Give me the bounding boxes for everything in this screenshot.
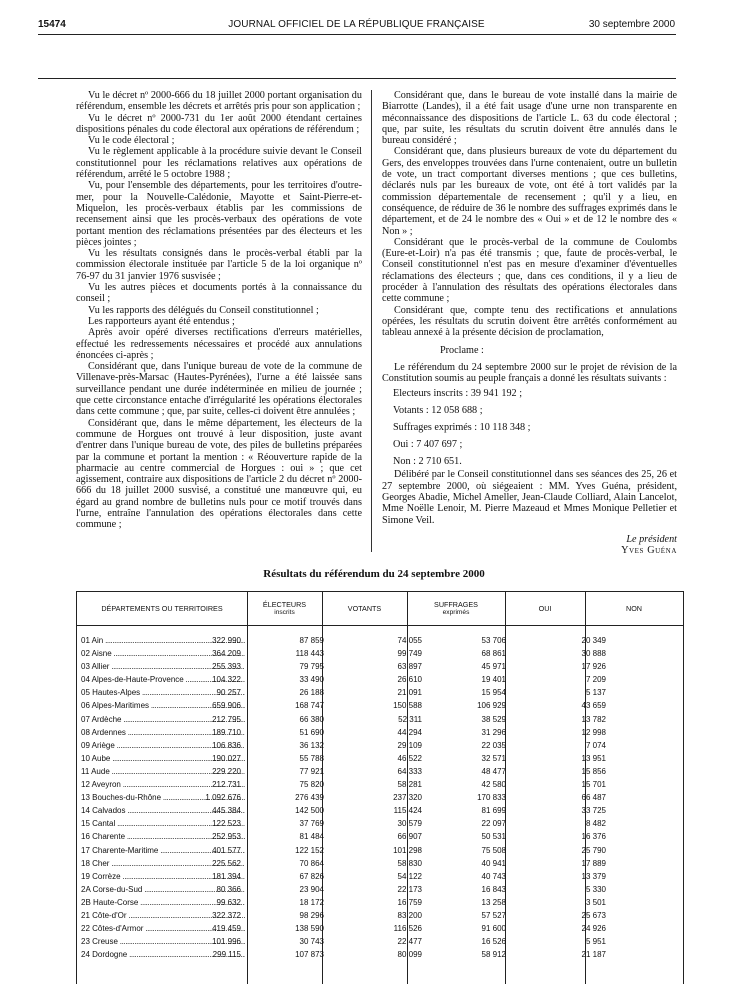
cell-oui: 19 401	[481, 675, 506, 685]
table-row	[77, 948, 683, 961]
cell-suffrages: 54 122	[397, 871, 422, 881]
cell-non: 25 673	[581, 910, 606, 920]
cell-electeurs: 252 953	[212, 832, 241, 842]
paragraph: Considérant que, dans le bureau de vote installé dans la mairie de Biarrotte (Landes), il a été fait usage d'une urne non transparente en méconnaissance des dispositions de l'article L. 63 du code électoral ; que, par suite, les résultats du scrutin doivent être annulés dans le bureau considéré ;	[382, 90, 677, 147]
cell-votants: 36 132	[299, 740, 324, 750]
cell-oui: 38 529	[481, 714, 506, 724]
cell-non: 15 701	[581, 780, 606, 790]
table-body	[77, 634, 683, 961]
paragraph: Considérant que, dans plusieurs bureaux de vote du département du Gers, des enveloppes trouvées dans l'urne contenaient, outre un bulletin de vote, un tract comportant diverses mentions ; que ces bulletins, déclarés nuls par les bureaux de vote, ont été à tort validés par la commission départementale de recensement ; qu'il y a lieu, en conséquence, de réduire de 36 le nombre des suffrages exprimés dans le département, et de 24 le nombre des « Oui » et de 12 le nombre des « Non » ;	[382, 146, 677, 237]
cell-electeurs: 181 394	[212, 871, 241, 881]
cell-oui: 40 743	[481, 871, 506, 881]
cell-non: 20 349	[581, 636, 606, 645]
issue-date: 30 septembre 2000	[588, 19, 675, 30]
cell-votants: 276 439	[295, 793, 324, 803]
paragraph: Après avoir opéré diverses rectifications d'erreurs matérielles, effectué les redressements nécessaires et procédé aux annulations énoncées ci-après ;	[76, 327, 362, 361]
cell-departement: 14 Calvados .....	[81, 804, 245, 817]
table-row	[77, 791, 683, 804]
table-row	[77, 686, 683, 699]
cell-electeurs: 80 366	[216, 884, 241, 894]
cell-votants: 75 820	[299, 780, 324, 790]
results-table	[76, 591, 684, 984]
cell-votants: 18 172	[299, 897, 324, 907]
cell-votants: 23 904	[299, 884, 324, 894]
cell-non: 15 856	[581, 766, 606, 776]
table-row	[77, 804, 683, 817]
signature-title: Le président	[626, 533, 677, 545]
page-number: 15474	[38, 19, 66, 30]
cell-electeurs: 101 996	[212, 937, 241, 947]
cell-suffrages: 64 333	[397, 766, 422, 776]
header-label: DÉPARTEMENTS OU TERRITOIRES	[101, 603, 223, 613]
paragraph: Vu le code électoral ;	[88, 135, 175, 147]
cell-departement: 04 Alpes-de-Haute-Provence .....	[81, 673, 245, 686]
cell-departement: 05 Hautes-Alpes .....	[81, 686, 245, 699]
result-votants: Votants : 12 058 688 ;	[393, 405, 483, 417]
cell-votants: 26 188	[299, 688, 324, 698]
table-row	[77, 699, 683, 712]
cell-departement: 13 Bouches-du-Rhône .....	[81, 791, 245, 804]
cell-non: 8 482	[585, 819, 606, 829]
paragraph: Considérant que le procès-verbal de la commune de Coulombs (Eure-et-Loir) n'a pas été transmis ; que, faute de procès-verbal, le Conseil constitutionnel n'est pas en mesure d'examiner d'éventuelles réclamations des électeurs ; que, dans ces conditions, il y a lieu de procéder à l'annulation des résultats des opérations électorales dans cette commune ;	[382, 236, 677, 305]
cell-departement: 2B Haute-Corse .....	[81, 896, 245, 909]
cell-suffrages: 29 109	[397, 740, 422, 750]
col-header-departements	[77, 592, 247, 625]
cell-oui: 45 971	[481, 662, 506, 672]
cell-departement: 01 Ain .....	[81, 634, 245, 647]
cell-non: 24 926	[581, 924, 606, 934]
cell-non: 5 951	[585, 937, 606, 947]
cell-suffrages: 52 311	[398, 714, 422, 724]
paragraph: Considérant que, dans le même département, les électeurs de la commune de Horgues ont trouvé à leur disposition, juste avant d'entrer dans l'unique bureau de vote, des piles de bulletins préparées par la commune et portant la mention : « Réouverture rapide de la pharmacie au centre commercial de Horgues : oui » ; que cet agissement, contraire aux dispositions de l'article 2 du décret nº 2000-666 du 18 juillet 2000 susvisé, a constitué une manœuvre qui, eu égard au grand nombre de bulletins nuls pour ce motif trouvés dans l'urne, entraîne l'annulation des opérations électorales dans cette commune ;	[76, 417, 362, 531]
col-header-non	[585, 592, 683, 625]
cell-votants: 138 590	[295, 924, 324, 934]
cell-non: 33 725	[581, 806, 606, 816]
cell-oui: 22 097	[481, 819, 506, 829]
left-column	[76, 90, 362, 531]
cell-electeurs: 212 795	[212, 714, 241, 724]
cell-non: 17 926	[581, 662, 606, 672]
cell-suffrages: 21 091	[397, 688, 422, 698]
cell-departement: 10 Aube .....	[81, 752, 245, 765]
table-title: Résultats du référendum du 24 septembre 2000	[263, 568, 485, 580]
cell-electeurs: 189 710	[212, 727, 241, 737]
cell-departement: 2A Corse-du-Sud .....	[81, 883, 245, 896]
table-row	[77, 660, 683, 673]
table-row	[77, 778, 683, 791]
cell-suffrages: 58 830	[397, 858, 422, 868]
header-label: VOTANTS	[347, 603, 382, 613]
cell-electeurs: 122 523	[212, 819, 241, 829]
cell-electeurs: 104 322	[212, 675, 241, 685]
cell-electeurs: 212 731	[212, 780, 241, 790]
table-row	[77, 844, 683, 857]
cell-votants: 142 500	[295, 806, 324, 816]
cell-oui: 81 699	[481, 806, 506, 816]
cell-electeurs: 659 906	[212, 701, 241, 711]
cell-votants: 77 921	[299, 766, 324, 776]
cell-non: 7 209	[585, 675, 606, 685]
cell-oui: 32 571	[481, 753, 506, 763]
cell-electeurs: 255 393	[212, 662, 241, 672]
cell-oui: 15 954	[481, 688, 506, 698]
paragraph: Vu le décret nº 2000-731 du 1er août 2000 étendant certaines dispositions pénales du code électoral aux opérations de référendum ;	[76, 112, 362, 135]
cell-oui: 16 843	[481, 884, 506, 894]
cell-votants: 107 873	[295, 950, 324, 960]
table-row	[77, 673, 683, 686]
cell-departement: 08 Ardennes .....	[81, 726, 245, 739]
cell-votants: 118 443	[295, 649, 324, 659]
cell-electeurs: 1 092 676	[205, 793, 241, 803]
col-header-electeurs	[247, 592, 322, 625]
cell-votants: 98 296	[299, 910, 324, 920]
table-row	[77, 922, 683, 935]
cell-votants: 168 747	[295, 701, 324, 711]
deliberation: Délibéré par le Conseil constitutionnel dans ses séances des 25, 26 et 27 septembre 2000, où siégeaient : MM. Yves Guéna, président, Georges Abadie, Michel Ameller, Jean-Claude Colliard, Alain Lancelot, Mme Noëlle Lenoir, M. Pierre Mazeaud et Mmes Monique Pelletier et Simone Veil.	[382, 469, 677, 526]
paragraph: Considérant que, compte tenu des rectifications et annulations opérées, les résultats du scrutin doivent être arrêtés conformément au tableau annexé à la présente décision de proclamation,	[382, 304, 677, 339]
cell-votants: 33 490	[299, 675, 324, 685]
cell-oui: 22 035	[481, 740, 506, 750]
header-label: SUFFRAGES	[434, 599, 478, 609]
cell-oui: 75 508	[481, 845, 506, 855]
cell-electeurs: 106 836	[212, 740, 241, 750]
header-label: OUI	[538, 603, 552, 613]
cell-non: 13 782	[581, 714, 606, 724]
cell-oui: 58 912	[481, 950, 506, 960]
col-header-votants	[322, 592, 407, 625]
cell-departement: 22 Côtes-d'Armor .....	[81, 922, 245, 935]
cell-departement: 02 Aisne .....	[81, 647, 245, 660]
cell-votants: 55 788	[299, 753, 324, 763]
cell-electeurs: 225 562	[212, 858, 241, 868]
cell-oui: 106 929	[477, 701, 506, 711]
table-row	[77, 909, 683, 922]
cell-non: 43 659	[581, 701, 606, 711]
header-label: NON	[626, 603, 642, 613]
cell-electeurs: 322 990	[212, 636, 241, 645]
section-rule	[38, 78, 676, 79]
header-rule	[38, 34, 676, 35]
paragraph: Vu les autres pièces et documents portés à la connaissance du conseil ;	[76, 282, 362, 305]
cell-suffrages: 99 749	[397, 649, 422, 659]
header-divider	[77, 625, 683, 626]
col-header-suffrages	[407, 592, 505, 625]
cell-departement: 17 Charente-Maritime .....	[81, 844, 245, 857]
cell-departement: 16 Charente .....	[81, 830, 245, 843]
cell-oui: 42 580	[481, 780, 506, 790]
cell-suffrages: 22 477	[397, 937, 422, 947]
table-row	[77, 647, 683, 660]
cell-departement: 23 Creuse .....	[81, 935, 245, 948]
proclame-text: Le référendum du 24 septembre 2000 sur le projet de révision de la Constitution soumis au peuple français a donné les résultats suivants :	[382, 361, 677, 385]
cell-non: 5 330	[585, 884, 606, 894]
cell-suffrages: 80 099	[397, 950, 422, 960]
cell-votants: 122 152	[295, 845, 324, 855]
cell-electeurs: 401 577	[212, 845, 241, 855]
table-row	[77, 870, 683, 883]
cell-non: 3 501	[585, 897, 606, 907]
cell-electeurs: 190 027	[212, 753, 241, 763]
cell-suffrages: 115 424	[393, 806, 422, 816]
table-row	[77, 765, 683, 778]
table-row	[77, 935, 683, 948]
header-sublabel: inscrits	[274, 608, 295, 616]
cell-non: 66 487	[581, 793, 606, 803]
cell-suffrages: 58 281	[397, 780, 422, 790]
cell-oui: 57 527	[481, 910, 506, 920]
table-row	[77, 896, 683, 909]
column-separator	[371, 90, 372, 552]
cell-electeurs: 364 209	[212, 649, 241, 659]
cell-votants: 37 769	[299, 819, 324, 829]
cell-non: 30 888	[581, 649, 606, 659]
cell-electeurs: 229 220	[212, 766, 241, 776]
cell-votants: 66 380	[299, 714, 324, 724]
cell-departement: 18 Cher .....	[81, 857, 245, 870]
header-sublabel: exprimés	[442, 608, 470, 616]
cell-suffrages: 26 610	[397, 675, 422, 685]
cell-departement: 06 Alpes-Maritimes .....	[81, 699, 245, 712]
cell-departement: 11 Aude .....	[81, 765, 245, 778]
cell-departement: 19 Corrèze .....	[81, 870, 245, 883]
result-non: Non : 2 710 651.	[393, 456, 462, 468]
cell-suffrages: 101 298	[393, 845, 422, 855]
paragraph: Les rapporteurs ayant été entendus ;	[88, 315, 235, 327]
cell-oui: 31 296	[481, 727, 506, 737]
cell-non: 25 790	[581, 845, 606, 855]
cell-departement: 07 Ardèche .....	[81, 713, 245, 726]
cell-oui: 91 600	[481, 924, 506, 934]
cell-non: 17 889	[581, 858, 606, 868]
cell-electeurs: 99 632	[216, 897, 241, 907]
cell-suffrages: 30 579	[397, 819, 422, 829]
cell-oui: 13 258	[481, 897, 506, 907]
paragraph: Vu les rapports des délégués du Conseil constitutionnel ;	[88, 304, 319, 316]
cell-electeurs: 419 459	[212, 924, 241, 934]
cell-suffrages: 44 294	[397, 727, 422, 737]
header-label: ÉLECTEURS	[262, 599, 307, 609]
paragraph: Vu les résultats consignés dans le procès-verbal établi par la commission électorale instituée par l'article 5 de la loi organique nº 76-97 du 31 janvier 1976 susvisée ;	[76, 248, 362, 282]
cell-suffrages: 116 526	[393, 924, 422, 934]
table-row	[77, 883, 683, 896]
cell-electeurs: 299 115	[212, 950, 241, 960]
cell-oui: 16 526	[481, 937, 506, 947]
cell-votants: 79 795	[299, 662, 324, 672]
cell-suffrages: 63 897	[397, 662, 422, 672]
cell-departement: 15 Cantal .....	[81, 817, 245, 830]
proclame-heading: Proclame :	[440, 344, 484, 356]
table-row	[77, 857, 683, 870]
cell-suffrages: 66 907	[397, 832, 422, 842]
cell-oui: 50 531	[481, 832, 506, 842]
cell-votants: 70 864	[299, 858, 324, 868]
right-column	[382, 90, 677, 557]
cell-non: 7 074	[585, 740, 606, 750]
cell-votants: 67 826	[299, 871, 324, 881]
cell-votants: 87 859	[299, 636, 324, 645]
result-exprimes: Suffrages exprimés : 10 118 348 ;	[393, 422, 531, 434]
cell-oui: 68 861	[481, 649, 506, 659]
cell-electeurs: 322 372	[212, 910, 241, 920]
cell-departement: 12 Aveyron .....	[81, 778, 245, 791]
cell-non: 13 379	[581, 871, 606, 881]
table-row	[77, 752, 683, 765]
journal-title: JOURNAL OFFICIEL DE LA RÉPUBLIQUE FRANÇAISE	[228, 19, 485, 30]
cell-votants: 30 743	[299, 937, 324, 947]
cell-suffrages: 16 759	[397, 897, 422, 907]
cell-non: 13 951	[581, 753, 606, 763]
table-row	[77, 713, 683, 726]
cell-oui: 48 477	[481, 766, 506, 776]
cell-oui: 53 706	[481, 636, 506, 645]
cell-votants: 81 484	[299, 832, 324, 842]
table-row	[77, 830, 683, 843]
paragraph: Considérant que, dans l'unique bureau de vote de la commune de Villenave-près-Marsac (Hautes-Pyrénées), l'urne a été laissée sans surveillance pendant une durée indéterminée en milieu de journée ; que cette circonstance entache d'irrégularité les opérations électorales dans cette commune ; que, par suite, celles-ci doivent être annulées ;	[76, 361, 362, 418]
cell-electeurs: 90 257	[216, 688, 241, 698]
cell-non: 12 998	[581, 727, 606, 737]
cell-electeurs: 445 384	[212, 806, 241, 816]
paragraph: Vu le décret nº 2000-666 du 18 juillet 2000 portant organisation du référendum, ensemble les décrets et arrêtés pris pour son application ;	[76, 90, 362, 113]
cell-departement: 21 Côte-d'Or .....	[81, 909, 245, 922]
cell-suffrages: 74 055	[397, 636, 422, 645]
signature-name: Yves Guéna	[621, 545, 677, 557]
table-row	[77, 726, 683, 739]
cell-departement: 24 Dordogne .....	[81, 948, 245, 961]
result-oui: Oui : 7 407 697 ;	[393, 439, 463, 451]
cell-suffrages: 237 320	[393, 793, 422, 803]
cell-non: 5 137	[585, 688, 606, 698]
cell-oui: 40 941	[481, 858, 506, 868]
col-header-oui	[505, 592, 585, 625]
table-row	[77, 817, 683, 830]
cell-non: 21 187	[581, 950, 606, 960]
results-summary	[382, 386, 677, 469]
cell-suffrages: 83 200	[397, 910, 422, 920]
cell-departement: 09 Ariège .....	[81, 739, 245, 752]
cell-oui: 170 833	[477, 793, 506, 803]
cell-suffrages: 22 173	[397, 884, 422, 894]
paragraph: Vu, pour l'ensemble des départements, pour les territoires d'outre-mer, pour la Nouvelle-Calédonie, Mayotte et Saint-Pierre-et-Miquelon, les procès-verbaux établis par les commissions de recensement ainsi que les procès-verbaux des opérations de vote portant mention des réclamations présentées par des électeurs et les pièces jointes ;	[76, 180, 362, 248]
cell-non: 16 376	[581, 832, 606, 842]
page-header	[38, 19, 675, 33]
result-inscrits: Electeurs inscrits : 39 941 192 ;	[393, 388, 523, 400]
cell-suffrages: 46 522	[397, 753, 422, 763]
paragraph: Vu le règlement applicable à la procédure suivie devant le Conseil constitutionnel pour les réclamations relatives aux opérations de référendum, arrêté le 5 octobre 1988 ;	[76, 146, 362, 181]
table-row	[77, 739, 683, 752]
table-row	[77, 634, 683, 647]
cell-suffrages: 150 588	[393, 701, 422, 711]
cell-departement: 03 Allier .....	[81, 660, 245, 673]
cell-votants: 51 690	[299, 727, 324, 737]
